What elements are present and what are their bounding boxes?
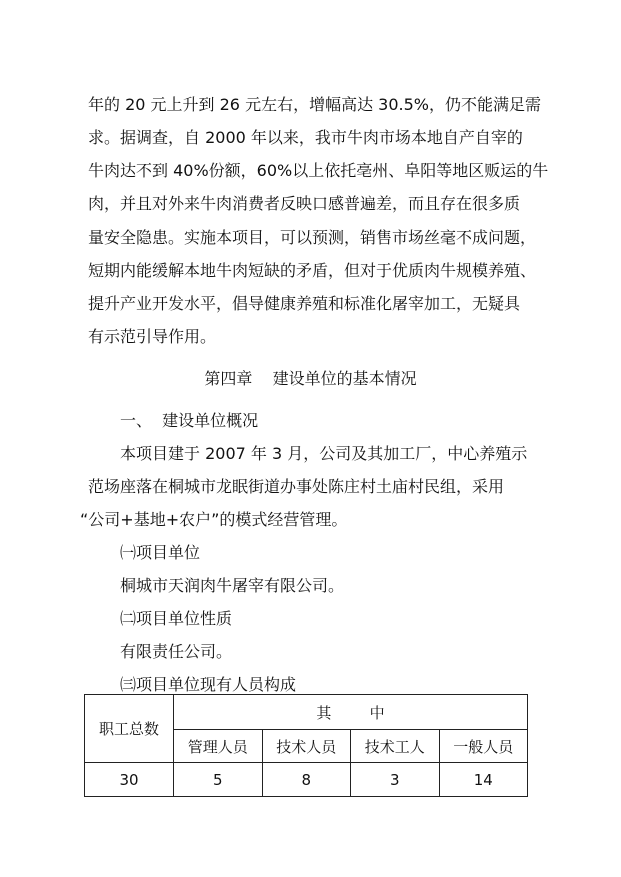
paragraph-line: 量安全隐患。实施本项目，可以预测，销售市场丝毫不成问题，	[88, 228, 537, 247]
column-header: 技术人员	[262, 730, 351, 763]
section-line: 范场座落在桐城市龙眠街道办事处陈庄村土庙村民组，采用	[88, 477, 505, 496]
cell-general: 14	[439, 763, 528, 797]
column-header: 一般人员	[439, 730, 528, 763]
paragraph-line: 短期内能缓解本地牛肉短缺的矛盾，但对于优质肉牛规模养殖、	[88, 261, 537, 280]
paragraph-line: 年的 20 元上升到 26 元左右，增幅高达 30.5%，仍不能满足需	[88, 95, 541, 114]
section-line: “公司+基地+农户”的模式经营管理。	[80, 510, 348, 529]
item-content: 桐城市天润肉牛屠宰有限公司。	[120, 576, 345, 595]
column-header: 管理人员	[174, 730, 263, 763]
paragraph-line: 提升产业开发水平，倡导健康养殖和标准化屠宰加工，无疑具	[88, 294, 521, 313]
chapter-title: 第四章 建设单位的基本情况	[204, 369, 417, 388]
cell-skilled-workers: 3	[351, 763, 440, 797]
paragraph-line: 有示范引导作用。	[88, 327, 217, 346]
paragraph-line: 牛肉达不到 40%份额，60%以上依托亳州、阜阳等地区贩运的牛	[88, 161, 549, 180]
header-group: 其 中	[174, 695, 528, 730]
cell-management: 5	[174, 763, 263, 797]
cell-technical: 8	[262, 763, 351, 797]
cell-total: 30	[85, 763, 174, 797]
section-heading: 一、 建设单位概况	[120, 411, 259, 430]
item-heading: ㈢项目单位现有人员构成	[120, 675, 297, 694]
table-row	[85, 763, 528, 797]
item-content: 有限责任公司。	[120, 642, 233, 661]
item-heading: ㈡项目单位性质	[120, 609, 233, 628]
paragraph-line: 肉，并且对外来牛肉消费者反映口感普遍差，而且存在很多质	[88, 194, 521, 213]
table-row	[85, 695, 528, 730]
section-line: 本项目建于 2007 年 3 月，公司及其加工厂，中心养殖示	[120, 444, 528, 463]
header-total-staff: 职工总数	[85, 695, 174, 763]
paragraph-line: 求。据调查，自 2000 年以来，我市牛肉市场本地自产自宰的	[88, 128, 523, 147]
column-header: 技术工人	[351, 730, 440, 763]
item-heading: ㈠项目单位	[120, 543, 201, 562]
staff-composition-table	[84, 694, 528, 797]
